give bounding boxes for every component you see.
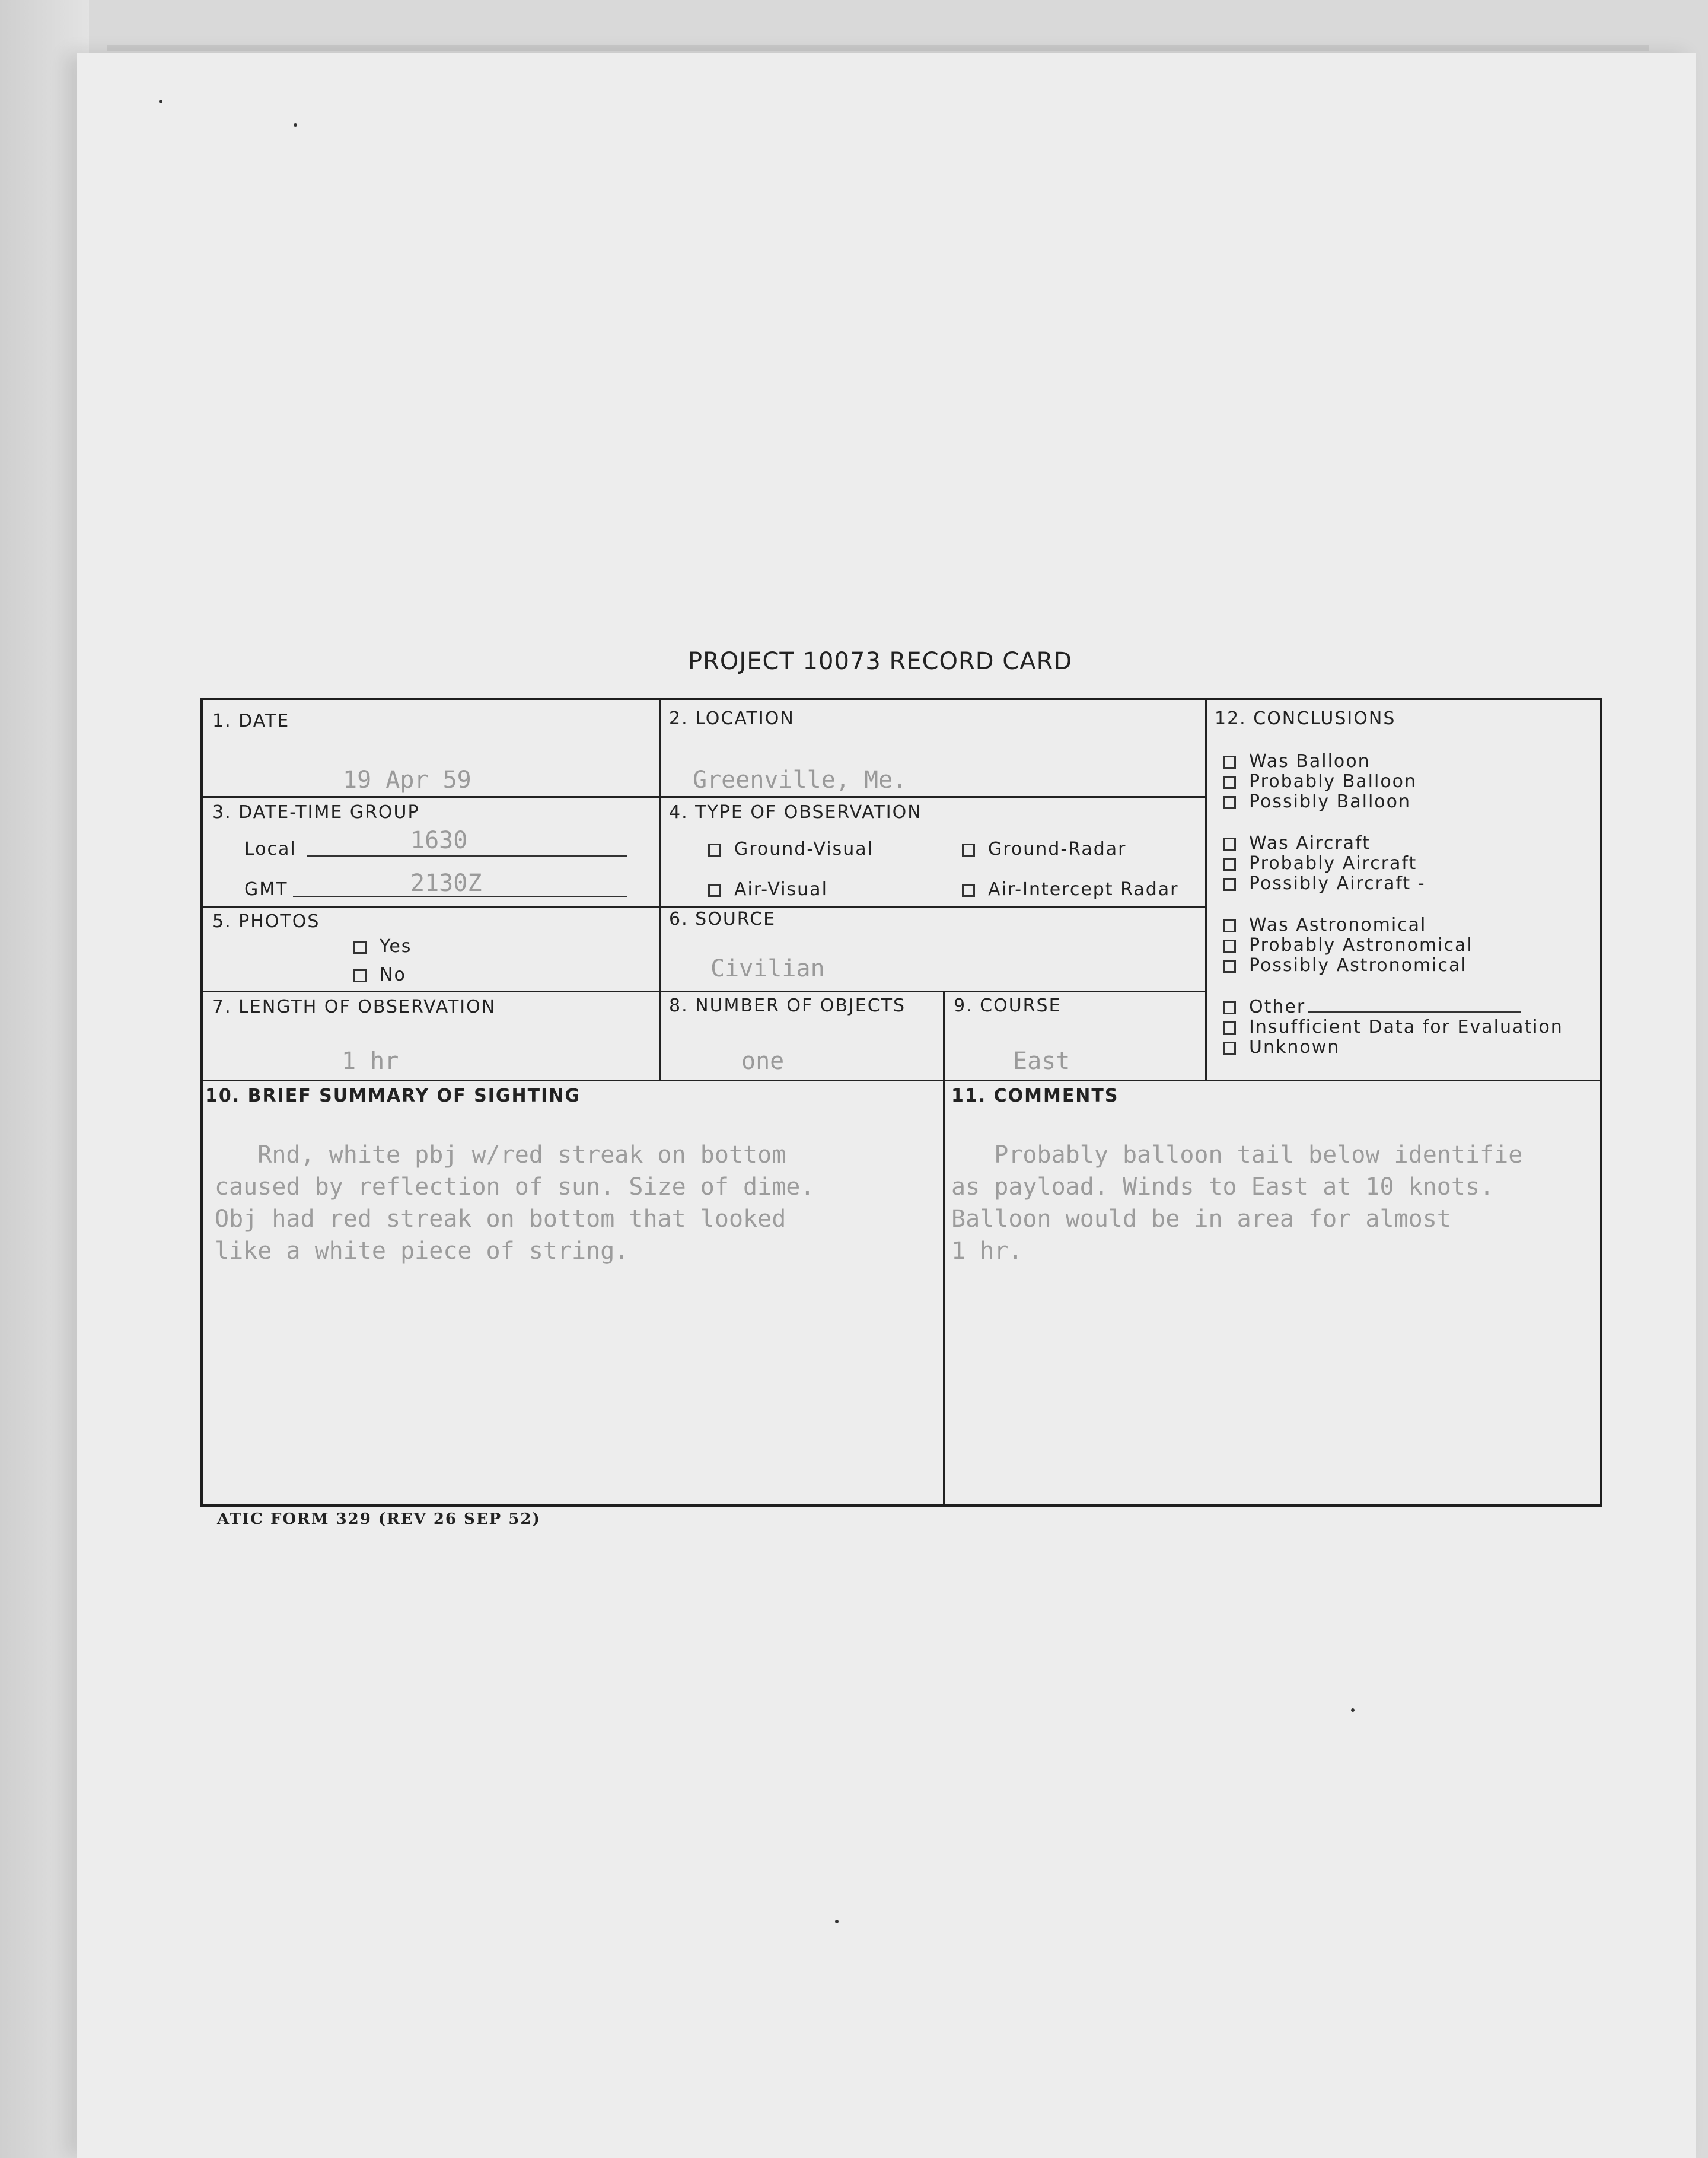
divider — [1205, 700, 1207, 1080]
conclusion-item — [1223, 853, 1417, 874]
divider — [203, 991, 1205, 992]
comments-text — [951, 1107, 1522, 1267]
checkbox-icon — [1223, 940, 1236, 953]
divider — [943, 1080, 945, 1504]
checkbox-icon — [962, 844, 975, 857]
conclusion-label: Probably Aircraft — [1249, 853, 1417, 874]
other-underline — [1308, 1011, 1521, 1013]
checkbox-icon — [708, 844, 721, 857]
card-title: PROJECT 10073 RECORD CARD — [688, 648, 1073, 675]
dust-speck — [159, 100, 162, 103]
option-air-visual: Air-Visual — [708, 879, 828, 900]
conclusion-item — [1223, 997, 1521, 1017]
length-label: 7. LENGTH OF OBSERVATION — [212, 997, 496, 1017]
summary-line: like a white piece of string. — [215, 1237, 629, 1265]
summary-line: Rnd, white pbj w/red streak on bottom — [215, 1141, 786, 1169]
gmt-value: 2130Z — [410, 870, 482, 897]
summary-line: Obj had red streak on bottom that looked — [215, 1205, 786, 1233]
checkbox-icon — [708, 884, 721, 897]
checkbox-icon — [1223, 776, 1236, 789]
checkbox-icon — [1223, 1021, 1236, 1035]
comments-label: 11. COMMENTS — [951, 1086, 1119, 1106]
length-value: 1 hr — [342, 1048, 399, 1075]
source-label: 6. SOURCE — [669, 909, 776, 930]
conclusion-item — [1223, 771, 1417, 792]
checkbox-icon — [1223, 858, 1236, 871]
date-label: 1. DATE — [212, 711, 290, 731]
option-ground-visual: Ground-Visual — [708, 839, 874, 860]
checkbox-icon — [1223, 878, 1236, 891]
left-page-shadow — [0, 0, 89, 2158]
conclusion-item — [1223, 915, 1426, 935]
photos-no: No — [353, 965, 406, 985]
comments-line: 1 hr. — [951, 1237, 1023, 1265]
course-label: 9. COURSE — [954, 995, 1062, 1016]
checkbox-icon — [1223, 796, 1236, 809]
form-id: ATIC FORM 329 (REV 26 SEP 52) — [217, 1510, 541, 1528]
date-time-group-label: 3. DATE-TIME GROUP — [212, 802, 420, 823]
local-label: Local — [244, 839, 297, 860]
divider — [659, 700, 661, 1080]
divider — [943, 991, 945, 1080]
conclusion-label: Probably Balloon — [1249, 771, 1417, 792]
checkbox-icon — [1223, 756, 1236, 769]
conclusion-item — [1223, 833, 1371, 854]
location-label: 2. LOCATION — [669, 708, 795, 729]
date-value: 19 Apr 59 — [343, 766, 471, 794]
photos-yes: Yes — [353, 936, 412, 957]
checkbox-icon — [1223, 960, 1236, 973]
checkbox-icon — [1223, 1001, 1236, 1014]
checkbox-icon — [1223, 838, 1236, 851]
objects-value: one — [741, 1048, 785, 1075]
dust-speck — [294, 123, 297, 127]
summary-line: caused by reflection of sun. Size of dime. — [215, 1173, 815, 1201]
checkbox-icon — [1223, 1042, 1236, 1055]
conclusion-label: Was Balloon — [1249, 751, 1371, 772]
conclusion-item — [1223, 1017, 1563, 1037]
conclusion-label: Other — [1249, 997, 1306, 1017]
source-value: Civilian — [710, 955, 825, 982]
conclusions-label: 12. CONCLUSIONS — [1215, 708, 1396, 729]
objects-label: 8. NUMBER OF OBJECTS — [669, 995, 906, 1016]
dust-speck — [835, 1920, 839, 1923]
gmt-label: GMT — [244, 879, 288, 900]
conclusion-label: Unknown — [1249, 1037, 1340, 1058]
conclusion-label: Possibly Balloon — [1249, 791, 1411, 812]
checkbox-icon — [1223, 919, 1236, 932]
summary-text — [215, 1107, 814, 1267]
dust-speck — [1351, 1708, 1355, 1712]
course-value: East — [1013, 1048, 1070, 1075]
summary-label: 10. BRIEF SUMMARY OF SIGHTING — [205, 1086, 581, 1106]
option-air-intercept-radar: Air-Intercept Radar — [962, 879, 1178, 900]
top-page-edge — [107, 45, 1649, 51]
conclusion-item — [1223, 791, 1411, 812]
local-value: 1630 — [410, 827, 468, 854]
conclusion-item — [1223, 873, 1426, 894]
comments-line: Probably balloon tail below identifie — [951, 1141, 1523, 1169]
comments-line: Balloon would be in area for almost — [951, 1205, 1451, 1233]
conclusion-label: Probably Astronomical — [1249, 935, 1473, 956]
checkbox-icon — [353, 941, 367, 954]
conclusion-label: Was Astronomical — [1249, 915, 1427, 935]
checkbox-icon — [962, 884, 975, 897]
conclusion-label: Possibly Aircraft - — [1249, 873, 1426, 894]
conclusion-item — [1223, 1037, 1340, 1058]
divider — [203, 796, 1205, 798]
location-value: Greenville, Me. — [693, 766, 907, 794]
conclusion-item — [1223, 751, 1371, 772]
conclusion-label: Possibly Astronomical — [1249, 955, 1467, 976]
divider — [203, 1080, 1600, 1081]
conclusion-item — [1223, 935, 1473, 956]
type-of-observation-label: 4. TYPE OF OBSERVATION — [669, 802, 922, 823]
checkbox-icon — [353, 969, 367, 982]
record-card — [200, 698, 1602, 1507]
option-ground-radar: Ground-Radar — [962, 839, 1127, 860]
conclusion-label: Was Aircraft — [1249, 833, 1371, 854]
local-underline — [307, 855, 627, 857]
divider — [203, 906, 1205, 908]
comments-line: as payload. Winds to East at 10 knots. — [951, 1173, 1494, 1201]
photos-label: 5. PHOTOS — [212, 911, 320, 932]
conclusion-item — [1223, 955, 1467, 976]
conclusion-label: Insufficient Data for Evaluation — [1249, 1017, 1563, 1037]
